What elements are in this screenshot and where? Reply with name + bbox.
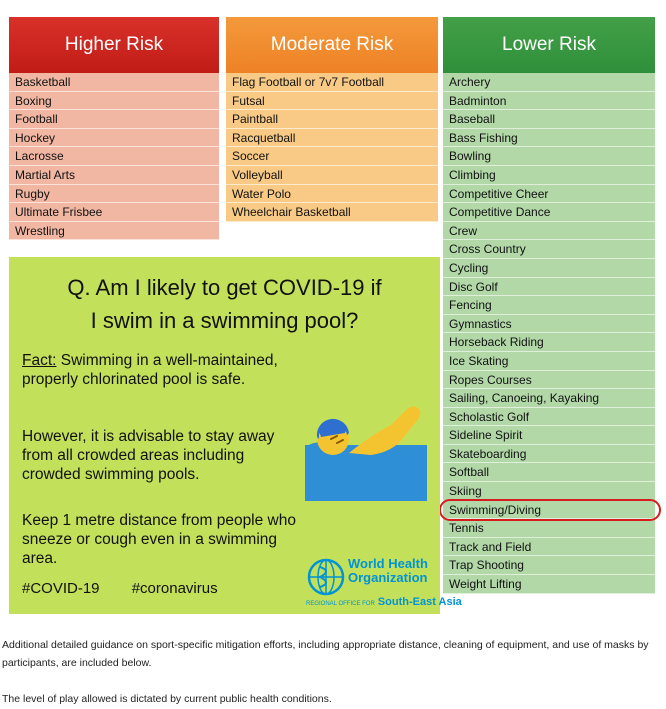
lower-risk-item: Cross Country [443, 240, 655, 259]
who-logo [306, 556, 462, 608]
lower-risk-item: Softball [443, 463, 655, 482]
higher-risk-item: Basketball [9, 73, 219, 92]
moderate-risk-item: Water Polo [226, 185, 438, 204]
moderate-risk-column [226, 17, 438, 222]
lower-risk-item: Cycling [443, 259, 655, 278]
lower-risk-item: Track and Field [443, 538, 655, 557]
footnote-guidance: Additional detailed guidance on sport-specific mitigation efforts, including appropriate distance, cleaning of equipment, and use of masks by participants, are included below. [2, 639, 649, 669]
lower-risk-item: Ice Skating [443, 352, 655, 371]
who-name-line-2: Organization [348, 570, 428, 585]
higher-risk-list [9, 73, 219, 240]
moderate-risk-header: Moderate Risk [226, 17, 438, 73]
who-name [348, 557, 428, 585]
hashtag-covid19: #COVID-19 [22, 580, 100, 597]
lower-risk-item: Archery [443, 73, 655, 92]
card-advice: However, it is advisable to stay away from all crowded areas including crowded swimming pools. [22, 428, 275, 483]
lower-risk-item: Swimming/Diving [443, 501, 655, 520]
moderate-risk-item: Wheelchair Basketball [226, 203, 438, 222]
lower-risk-item: Disc Golf [443, 278, 655, 297]
lower-risk-item: Climbing [443, 166, 655, 185]
fact-text: Swimming in a well-maintained, properly chlorinated pool is safe. [22, 352, 278, 388]
higher-risk-item: Football [9, 110, 219, 129]
fact-label: Fact: [22, 352, 57, 369]
lower-risk-item: Crew [443, 222, 655, 241]
lower-risk-item: Sideline Spirit [443, 426, 655, 445]
moderate-risk-item: Futsal [226, 92, 438, 111]
lower-risk-item: Scholastic Golf [443, 408, 655, 427]
region-name: South-East Asia [377, 596, 462, 608]
moderate-risk-item: Paintball [226, 110, 438, 129]
higher-risk-item: Rugby [9, 185, 219, 204]
lower-risk-item: Fencing [443, 296, 655, 315]
lower-risk-item: Skiing [443, 482, 655, 501]
higher-risk-item: Wrestling [9, 222, 219, 241]
higher-risk-item: Ultimate Frisbee [9, 203, 219, 222]
lower-risk-item: Trap Shooting [443, 556, 655, 575]
higher-risk-header: Higher Risk [9, 17, 219, 73]
swimmer-icon [301, 395, 431, 501]
higher-risk-item: Hockey [9, 129, 219, 148]
moderate-risk-item: Volleyball [226, 166, 438, 185]
lower-risk-item: Competitive Dance [443, 203, 655, 222]
lower-risk-item: Gymnastics [443, 315, 655, 334]
lower-risk-header: Lower Risk [443, 17, 655, 73]
card-question: Q. Am I likely to get COVID-19 if I swim in a swimming pool? [67, 275, 382, 333]
lower-risk-item: Weight Lifting [443, 575, 655, 594]
card-hashtags [22, 580, 246, 597]
hashtag-coronavirus: #coronavirus [131, 580, 218, 597]
lower-risk-item: Horseback Riding [443, 333, 655, 352]
lower-risk-item: Sailing, Canoeing, Kayaking [443, 389, 655, 408]
lower-risk-item: Skateboarding [443, 445, 655, 464]
lower-risk-item: Bass Fishing [443, 129, 655, 148]
lower-risk-item: Baseball [443, 110, 655, 129]
lower-risk-item: Badminton [443, 92, 655, 111]
higher-risk-item: Martial Arts [9, 166, 219, 185]
moderate-risk-item: Racquetball [226, 129, 438, 148]
who-covid-card [9, 257, 462, 614]
who-region [306, 596, 462, 608]
footnote-level-of-play: The level of play allowed is dictated by current public health conditions. [2, 693, 332, 705]
moderate-risk-item: Flag Football or 7v7 Football [226, 73, 438, 92]
lower-risk-item: Ropes Courses [443, 371, 655, 390]
card-distance: Keep 1 metre distance from people who sneeze or cough even in a swimming area. [22, 512, 296, 567]
card-fact [22, 351, 297, 389]
higher-risk-item: Boxing [9, 92, 219, 111]
higher-risk-item: Lacrosse [9, 147, 219, 166]
who-emblem-icon [306, 557, 346, 597]
region-prefix: REGIONAL OFFICE FOR [306, 601, 375, 607]
lower-risk-item: Bowling [443, 147, 655, 166]
who-name-line-1: World Health [348, 556, 428, 571]
lower-risk-item: Competitive Cheer [443, 185, 655, 204]
swimming-diving-highlight [439, 499, 661, 521]
lower-risk-item: Tennis [443, 519, 655, 538]
moderate-risk-item: Soccer [226, 147, 438, 166]
higher-risk-column [9, 17, 219, 240]
moderate-risk-list [226, 73, 438, 222]
